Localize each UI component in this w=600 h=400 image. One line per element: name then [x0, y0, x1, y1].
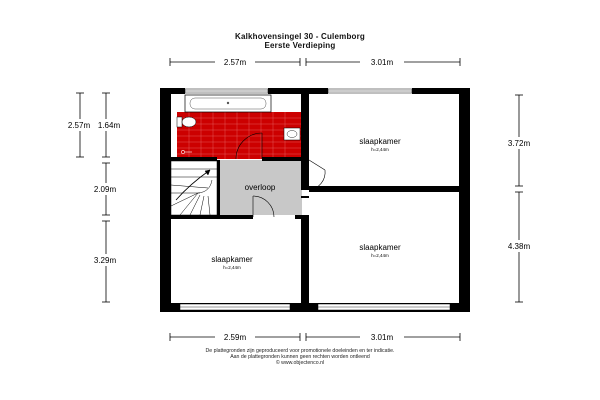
dimension-bottom-right-label: 3.01m: [370, 333, 394, 342]
bathtub-icon: [185, 95, 271, 112]
sink-icon: [284, 128, 300, 140]
dimension-top-right-label: 3.01m: [370, 58, 394, 67]
dimension-left-2-label: 2.09m: [93, 185, 117, 194]
bathroom-tile-floor: [177, 112, 301, 159]
bedroom-bottom-right-label: slaapkamer: [359, 243, 401, 252]
dimension-bottom-left-label: 2.59m: [223, 333, 247, 342]
dimension-bottom: [170, 333, 460, 341]
plan-floor-title: Eerste Verdieping: [264, 41, 336, 50]
toilet-icon: [177, 117, 196, 127]
disclaimer-line-1: De plattegronden zijn geproduceerd voor promotionele doeleinden en ter indicatie.: [205, 348, 395, 354]
bedroom-bottom-right-height: h=2,44m: [371, 253, 389, 258]
dimension-right-2-label: 4.38m: [507, 242, 531, 251]
dimension-left-3-label: 3.29m: [93, 256, 117, 265]
dimension-left-1-label: 2.57m: [67, 121, 91, 130]
dimension-top-left-label: 2.57m: [223, 58, 247, 67]
plan-address-title: Kalkhovensingel 30 - Culemborg: [234, 32, 366, 41]
disclaimer-line-3: © www.objectenco.nl: [275, 360, 325, 366]
dimension-left-1b-label: 1.64m: [97, 121, 121, 130]
staircase-icon: [171, 161, 217, 215]
bedroom-top-right-label: slaapkamer: [359, 137, 401, 146]
dimension-right-1-label: 3.72m: [507, 139, 531, 148]
disclaimer-line-2: Aan de plattegronden kunnen geen rechten worden ontleend: [230, 354, 370, 360]
dimension-right: [515, 95, 523, 302]
dimension-top: [170, 58, 460, 66]
bedroom-bottom-left-height: h=2,44m: [223, 265, 241, 270]
bedroom-bottom-left-label: slaapkamer: [211, 255, 253, 264]
bedroom-top-right-height: h=2,44m: [371, 147, 389, 152]
landing-label: overloop: [244, 183, 276, 192]
